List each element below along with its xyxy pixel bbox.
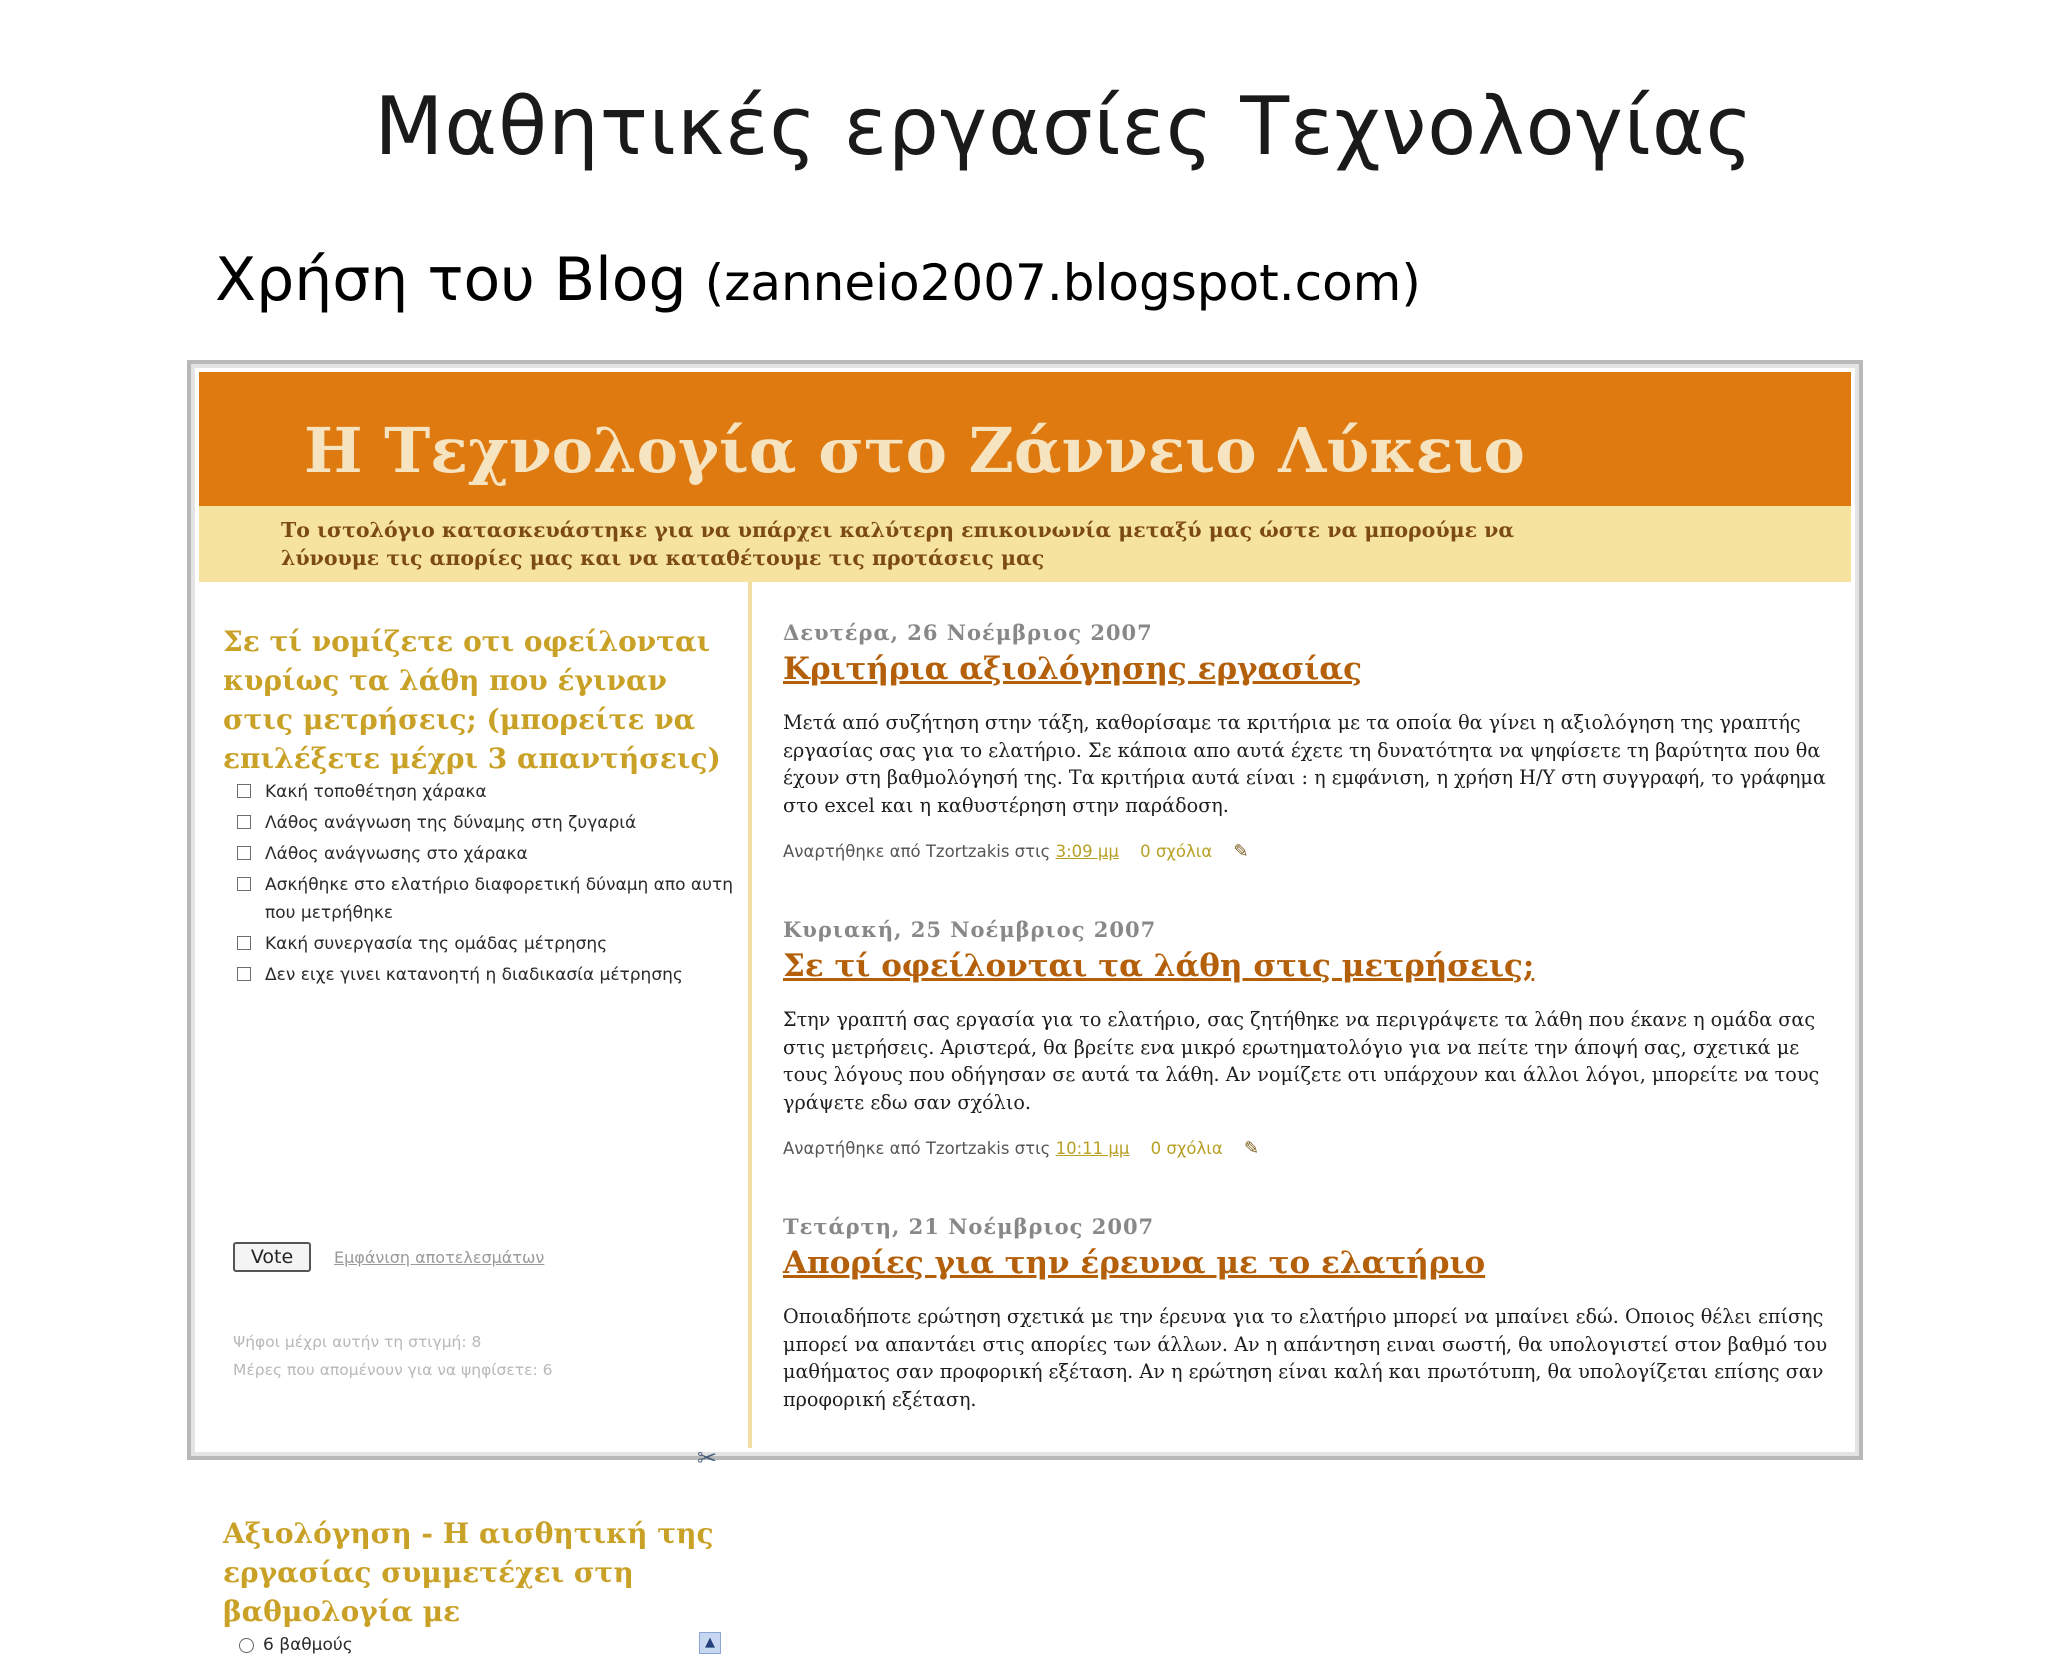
show-results-link[interactable]: Εμφάνιση αποτελεσμάτων [334, 1248, 545, 1267]
poll2-question: Αξιολόγηση - Η αισθητική της εργασίας συμμετέχει στη βαθμολογία με [223, 1517, 714, 1628]
subtitle-url: (zanneio2007.blogspot.com) [704, 254, 1421, 312]
post-footer [783, 1138, 1843, 1159]
post-title-link[interactable]: Σε τί οφείλονται τα λάθη στις μετρήσεις; [783, 948, 1535, 984]
blog-description: Το ιστολόγιο κατασκευάστηκε για να υπάρχει καλύτερη επικοινωνία μεταξύ μας ώστε να μπορούμε να λύνουμε τις απορίες μας και να καταθέτουμε τις προτάσεις μας [281, 518, 1515, 570]
post-time-link[interactable]: 3:09 μμ [1055, 842, 1119, 861]
posted-by: Αναρτήθηκε από Tzortzakis στις [783, 842, 1051, 861]
post-date: Κυριακή, 25 Νοέμβριος 2007 [783, 917, 1157, 942]
checkbox[interactable] [237, 967, 251, 981]
poll-option-label: Κακή συνεργασία της ομάδας μέτρησης [265, 934, 608, 954]
poll-option[interactable] [237, 840, 737, 868]
vote-button[interactable]: Vote [233, 1242, 311, 1272]
poll-option[interactable] [237, 778, 737, 806]
poll-option[interactable] [237, 930, 737, 958]
post [783, 620, 1843, 862]
votes-count: Ψήφοι μέχρι αυτήν τη στιγμή: 8 [233, 1333, 482, 1351]
blog-description-band [199, 506, 1851, 582]
checkbox[interactable] [237, 877, 251, 891]
poll2-option-label: 6 βαθμούς [263, 1635, 353, 1655]
pencil-icon[interactable]: ✎ [1243, 1138, 1260, 1159]
post-body: Στην γραπτή σας εργασία για το ελατήριο, σας ζητήθηκε να περιγράψετε τα λάθη που έκανε η ομάδα σας στις μετρήσεις. Αριστερά, θα βρείτε ενα μικρό ερωτηματολόγιο για να πείτε την άποψή σας, σχετικά με τους λόγους που οδήγησαν σε αυτά τα λάθη. Αν νομίζετε οτι υπάρχουν και άλλοι λόγοι, μπορείτε να τους γράψετε εδω σαν σχόλιο. [783, 1008, 1820, 1114]
poll-option-label: Λάθος ανάγνωση της δύναμης στη ζυγαριά [265, 813, 637, 833]
checkbox[interactable] [237, 784, 251, 798]
blog-title[interactable]: Η Τεχνολογία στο Ζάννειο Λύκειο [304, 414, 1525, 487]
tools-icon[interactable]: ✂ [697, 1444, 718, 1472]
comments-link[interactable]: 0 σχόλια [1150, 1139, 1223, 1158]
poll-options [237, 778, 737, 992]
slide-title: Μαθητικές εργασίες Τεχνολογίας [374, 80, 1754, 173]
comments-link[interactable]: 0 σχόλια [1140, 842, 1213, 861]
checkbox[interactable] [237, 846, 251, 860]
blog-header [199, 372, 1851, 506]
poll-question: Σε τί νομίζετε οτι οφείλονται κυρίως τα λάθη που έγιναν στις μετρήσεις; (μπορείτε να επιλέξετε μέχρι 3 απαντήσεις) [223, 625, 721, 775]
poll-option-label: Ασκήθηκε στο ελατήριο διαφορετική δύναμη απο αυτη που μετρήθηκε [265, 875, 733, 923]
post [783, 1214, 1843, 1413]
posts-column [763, 582, 1851, 1448]
checkbox[interactable] [237, 936, 251, 950]
poll-option-label: Κακή τοποθέτηση χάρακα [265, 782, 487, 802]
post-footer [783, 841, 1843, 862]
days-remaining: Μέρες που απομένουν για να ψηφίσετε: 6 [233, 1361, 553, 1379]
poll-stats [233, 1328, 552, 1384]
poll-option[interactable] [237, 871, 737, 927]
post-title-link[interactable]: Κριτήρια αξιολόγησης εργασίας [783, 651, 1362, 687]
post-body: Οποιαδήποτε ερώτηση σχετικά με την έρευνα για το ελατήριο μπορεί να μπαίνει εδώ. Οποιος θέλει επίσης μπορεί να απαντάει στις απορίες των άλλων. Αν η απάντηση ειναι σωστή, θα υπολογιστεί στον βαθμό του μαθήματος σαν προφορική εξέταση. Αν η ερώτηση είναι καλή και πρωτότυπη, θα υπολογίζεται επίσης σαν προφορική εξέταση. [783, 1305, 1828, 1411]
post-time-link[interactable]: 10:11 μμ [1055, 1139, 1130, 1158]
post-date: Τετάρτη, 21 Νοέμβριος 2007 [783, 1214, 1155, 1239]
posted-by: Αναρτήθηκε από Tzortzakis στις [783, 1139, 1051, 1158]
poll2-option[interactable] [239, 1635, 353, 1655]
sidebar [199, 582, 752, 1655]
subtitle-main: Χρήση του Blog [215, 245, 687, 315]
poll-option-label: Δεν ειχε γινει κατανοητή η διαδικασία μέτρησης [265, 965, 683, 985]
blog-screenshot [187, 360, 1863, 1655]
slide-subtitle [215, 245, 1421, 315]
post-title-link[interactable]: Απορίες για την έρευνα με το ελατήριο [783, 1245, 1486, 1281]
poll-option[interactable] [237, 961, 737, 989]
chevron-up-icon[interactable]: ▲ [699, 1632, 721, 1654]
post [783, 917, 1843, 1159]
checkbox[interactable] [237, 815, 251, 829]
pencil-icon[interactable]: ✎ [1233, 841, 1249, 862]
poll-option[interactable] [237, 809, 737, 837]
poll-option-label: Λάθος ανάγνωσης στο χάρακα [265, 844, 528, 864]
post-date: Δευτέρα, 26 Νοέμβριος 2007 [783, 620, 1153, 645]
radio-button[interactable] [239, 1638, 254, 1653]
post-body: Μετά από συζήτηση στην τάξη, καθορίσαμε τα κριτήρια με τα οποία θα γίνει η αξιολόγηση της γραπτής εργασίας σας για το ελατήριο. Σε κάποια απο αυτά έχετε τη δυνατότητα να ψηφίσετε τη βαρύτητα που θα έχουν στη βαθμολόγησή της. Τα κριτήρια αυτά είναι : η εμφάνιση, η χρήση Η/Υ στη συγγραφή, το γράφημα στο excel και η καθυστέρηση στην παράδοση. [783, 711, 1826, 817]
